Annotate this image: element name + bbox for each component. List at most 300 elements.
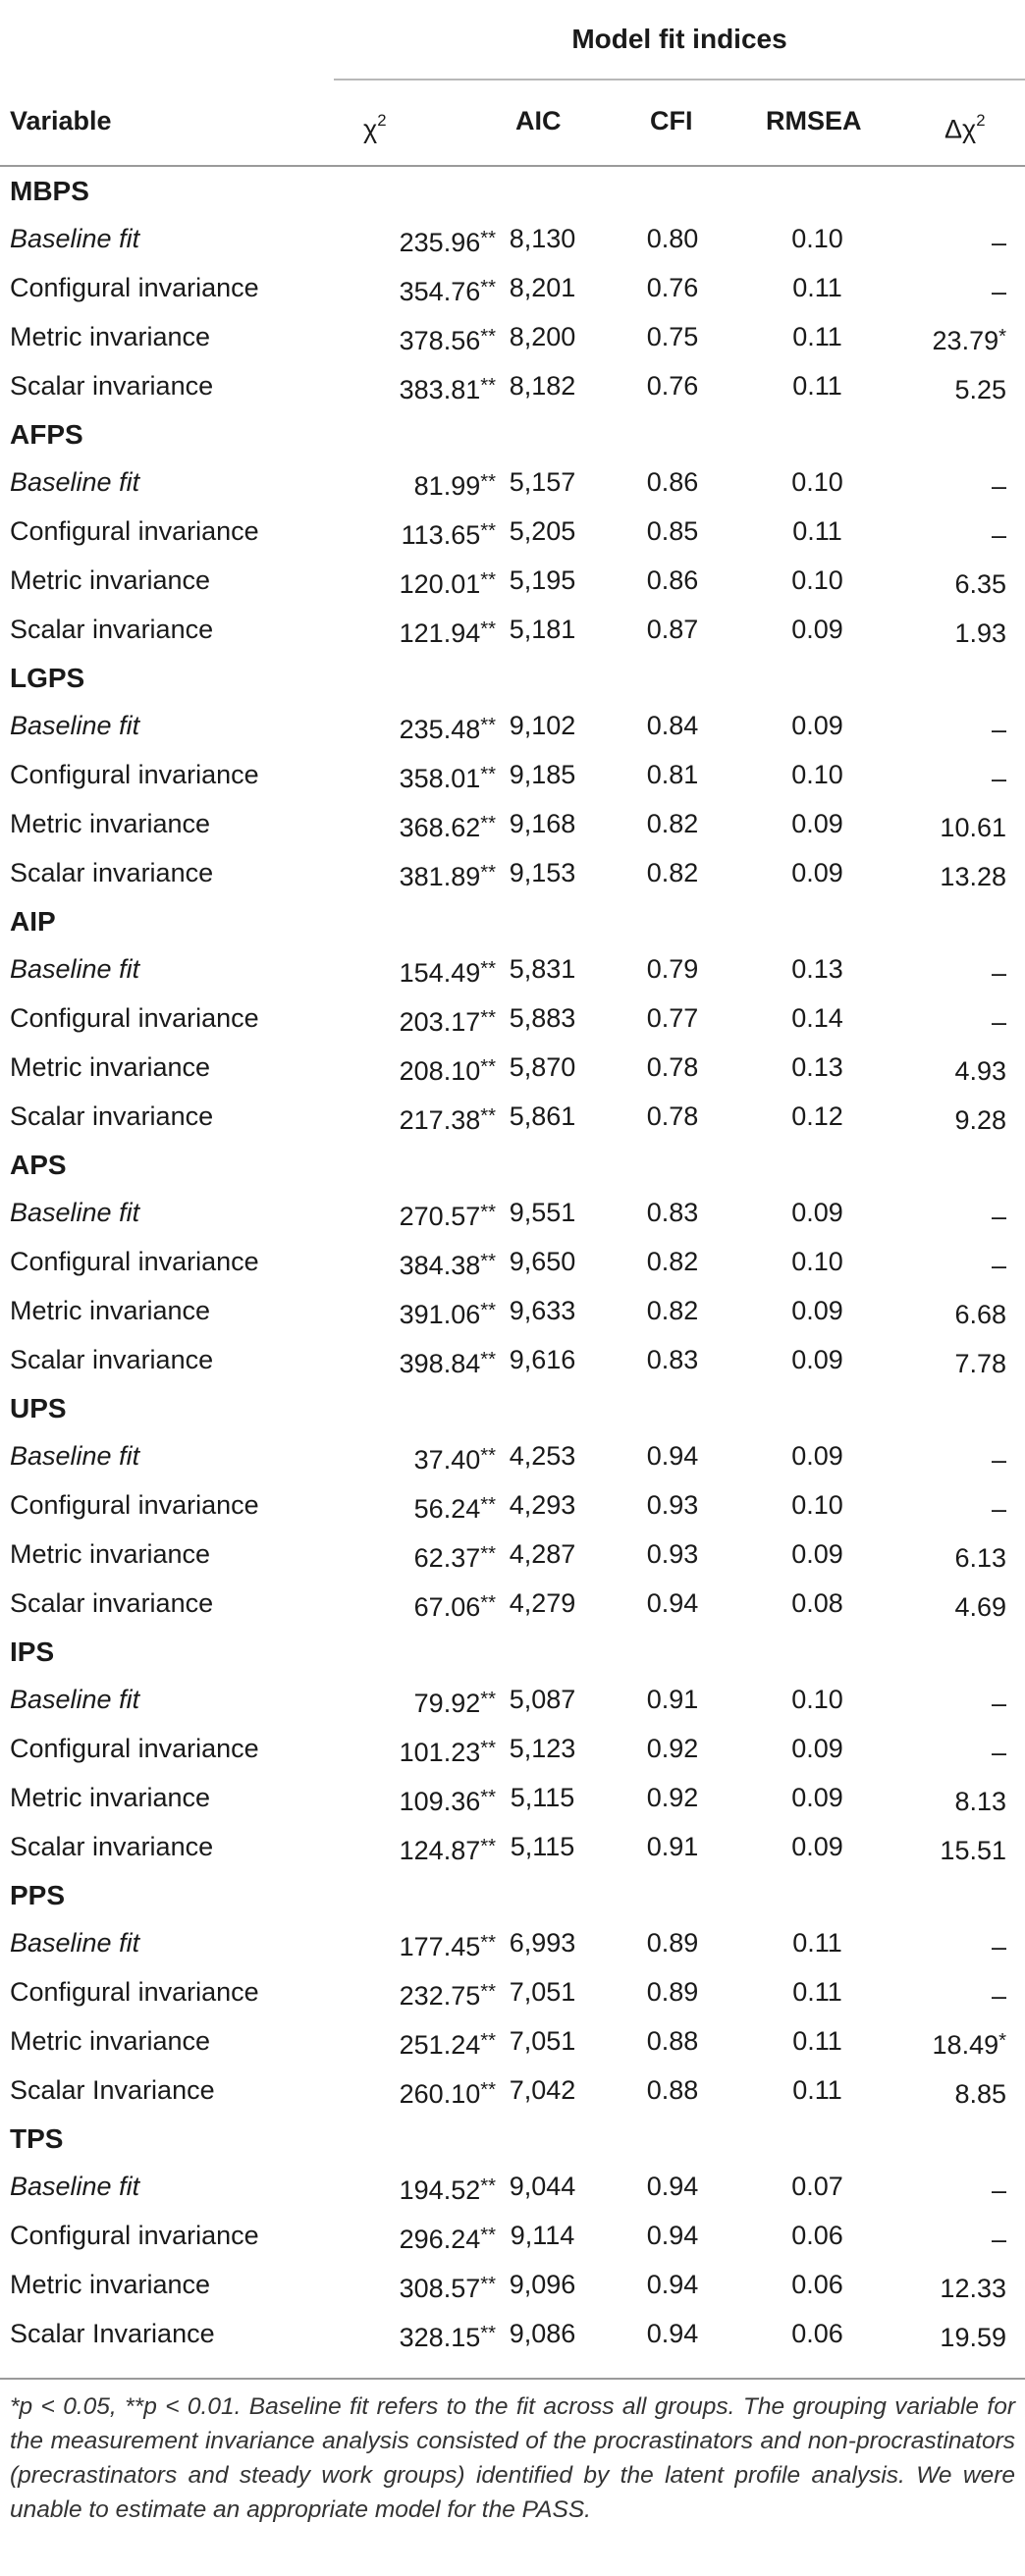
table-row bbox=[0, 750, 1025, 799]
delta-chi-square-value: 23.79 bbox=[932, 326, 999, 356]
cfi-cell: 0.94 bbox=[646, 2221, 699, 2250]
chi-square-value: 67.06 bbox=[413, 1592, 481, 1623]
chi-square-value: 235.96 bbox=[399, 228, 481, 258]
col-header-chi-square bbox=[363, 96, 387, 154]
variable-cell: Baseline fit bbox=[10, 954, 140, 984]
delta-chi-square-cell bbox=[884, 1431, 1006, 1484]
cfi-cell: 0.82 bbox=[646, 1296, 699, 1325]
delta-chi-square-cell bbox=[884, 799, 1006, 852]
significance-stars: ** bbox=[480, 862, 496, 884]
delta-chi-square-cell bbox=[884, 701, 1006, 754]
rmsea-cell: 0.09 bbox=[791, 1783, 843, 1812]
rmsea-cell: 0.09 bbox=[791, 1539, 843, 1569]
table-row bbox=[0, 1530, 1025, 1579]
rmsea-cell: 0.10 bbox=[791, 467, 843, 497]
variable-cell: Configural invariance bbox=[10, 760, 259, 789]
aic-cell: 4,279 bbox=[509, 1588, 576, 1618]
variable-cell: Configural invariance bbox=[10, 1003, 259, 1033]
aic-cell: 5,115 bbox=[510, 1832, 575, 1861]
variable-cell: Scalar invariance bbox=[10, 858, 214, 887]
table-row bbox=[0, 1773, 1025, 1822]
cfi-cell: 0.85 bbox=[646, 516, 699, 546]
chi-square-cell bbox=[314, 993, 496, 1046]
significance-stars: ** bbox=[480, 471, 496, 493]
rmsea-cell: 0.11 bbox=[792, 273, 842, 302]
delta-chi-square-cell bbox=[884, 944, 1006, 997]
variable-cell: Configural invariance bbox=[10, 1247, 259, 1276]
delta-chi-square-value: – bbox=[991, 1932, 1006, 1962]
rmsea-cell: 0.11 bbox=[792, 1928, 842, 1958]
cfi-cell: 0.82 bbox=[646, 1247, 699, 1276]
group-header-row bbox=[0, 2115, 1025, 2162]
variable-cell: Scalar invariance bbox=[10, 615, 214, 644]
significance-stars: ** bbox=[480, 1202, 496, 1223]
delta-chi-square-cell bbox=[884, 312, 1006, 365]
variable-cell: Metric invariance bbox=[10, 1783, 211, 1812]
table-row bbox=[0, 605, 1025, 654]
variable-cell: Baseline fit bbox=[10, 1685, 140, 1714]
chi-square-cell bbox=[314, 1822, 496, 1875]
delta-chi-square-cell bbox=[884, 2016, 1006, 2069]
chi-square-cell bbox=[314, 214, 496, 267]
chi-superscript: 2 bbox=[377, 111, 387, 130]
group-name: TPS bbox=[10, 2123, 64, 2154]
table-row bbox=[0, 2309, 1025, 2358]
aic-cell: 9,114 bbox=[510, 2221, 575, 2250]
significance-stars: ** bbox=[480, 715, 496, 736]
chi-square-cell bbox=[314, 1967, 496, 2020]
table-header-row bbox=[0, 96, 1025, 145]
table-row bbox=[0, 1480, 1025, 1530]
cfi-cell: 0.93 bbox=[646, 1490, 699, 1520]
table-row bbox=[0, 1431, 1025, 1480]
aic-cell: 5,831 bbox=[509, 954, 576, 984]
chi-square-cell bbox=[314, 361, 496, 414]
chi-square-cell bbox=[314, 1918, 496, 1971]
rmsea-cell: 0.11 bbox=[792, 2075, 842, 2105]
aic-cell: 9,168 bbox=[509, 809, 576, 838]
rmsea-cell: 0.09 bbox=[791, 858, 843, 887]
group-name: UPS bbox=[10, 1393, 67, 1423]
significance-stars: ** bbox=[480, 2175, 496, 2197]
chi-square-value: 308.57 bbox=[399, 2274, 481, 2304]
chi-square-cell bbox=[314, 1237, 496, 1290]
col-header-delta-chi-square bbox=[944, 96, 986, 154]
rmsea-cell: 0.06 bbox=[791, 2270, 843, 2299]
cfi-cell: 0.88 bbox=[646, 2026, 699, 2056]
variable-cell: Baseline fit bbox=[10, 711, 140, 740]
table-row bbox=[0, 1724, 1025, 1773]
delta-chi-square-cell bbox=[884, 2162, 1006, 2215]
cfi-cell: 0.89 bbox=[646, 1928, 699, 1958]
table-row bbox=[0, 1967, 1025, 2016]
significance-stars: ** bbox=[480, 1251, 496, 1272]
group-header-row bbox=[0, 654, 1025, 701]
rmsea-cell: 0.11 bbox=[792, 2026, 842, 2056]
delta-chi-symbol: Δχ bbox=[944, 114, 977, 144]
group-header-row bbox=[0, 410, 1025, 457]
table-row bbox=[0, 2016, 1025, 2066]
aic-cell: 5,123 bbox=[509, 1734, 576, 1763]
aic-cell: 9,650 bbox=[509, 1247, 576, 1276]
cfi-cell: 0.78 bbox=[646, 1052, 699, 1082]
group-name: APS bbox=[10, 1150, 67, 1180]
chi-square-cell bbox=[314, 944, 496, 997]
chi-square-cell bbox=[314, 1286, 496, 1339]
delta-chi-square-cell bbox=[884, 1237, 1006, 1290]
chi-square-value: 124.87 bbox=[399, 1836, 481, 1866]
delta-chi-square-value: – bbox=[991, 1738, 1006, 1768]
rmsea-cell: 0.11 bbox=[792, 322, 842, 351]
chi-square-cell bbox=[314, 1724, 496, 1777]
delta-chi-square-cell bbox=[884, 848, 1006, 901]
cfi-cell: 0.86 bbox=[646, 565, 699, 595]
table-row bbox=[0, 312, 1025, 361]
variable-cell: Baseline fit bbox=[10, 224, 140, 253]
aic-cell: 9,096 bbox=[509, 2270, 576, 2299]
chi-square-value: 232.75 bbox=[399, 1981, 481, 2012]
rmsea-cell: 0.12 bbox=[791, 1101, 843, 1131]
chi-square-value: 358.01 bbox=[399, 764, 481, 794]
col-header-aic: AIC bbox=[515, 106, 562, 135]
aic-cell: 5,181 bbox=[509, 615, 576, 644]
significance-stars: ** bbox=[480, 326, 496, 348]
variable-cell: Baseline fit bbox=[10, 1441, 140, 1471]
chi-square-cell bbox=[314, 2211, 496, 2264]
cfi-cell: 0.77 bbox=[646, 1003, 699, 1033]
significance-stars: ** bbox=[480, 2225, 496, 2246]
footer-rule bbox=[0, 2378, 1025, 2380]
aic-cell: 4,287 bbox=[509, 1539, 576, 1569]
table-row bbox=[0, 1822, 1025, 1871]
col-header-rmsea: RMSEA bbox=[766, 106, 862, 135]
delta-chi-square-cell bbox=[884, 1675, 1006, 1728]
delta-chi-square-value: – bbox=[991, 471, 1006, 502]
variable-cell: Scalar invariance bbox=[10, 1588, 214, 1618]
delta-chi-square-value: – bbox=[991, 228, 1006, 258]
group-header-row bbox=[0, 1628, 1025, 1675]
chi-square-cell bbox=[314, 1530, 496, 1583]
delta-chi-square-value: 12.33 bbox=[940, 2274, 1006, 2304]
delta-chi-square-value: – bbox=[991, 1251, 1006, 1281]
chi-square-value: 56.24 bbox=[413, 1494, 481, 1525]
cfi-cell: 0.75 bbox=[646, 322, 699, 351]
variable-cell: Metric invariance bbox=[10, 1539, 211, 1569]
chi-square-value: 120.01 bbox=[399, 569, 481, 600]
variable-cell: Scalar invariance bbox=[10, 371, 214, 401]
aic-cell: 8,182 bbox=[509, 371, 576, 401]
rmsea-cell: 0.09 bbox=[791, 1198, 843, 1227]
table-row bbox=[0, 1918, 1025, 1967]
rmsea-cell: 0.10 bbox=[791, 565, 843, 595]
chi-square-cell bbox=[314, 750, 496, 803]
significance-stars: ** bbox=[480, 2030, 496, 2052]
chi-square-cell bbox=[314, 457, 496, 510]
table-row bbox=[0, 1675, 1025, 1724]
table-row bbox=[0, 1237, 1025, 1286]
delta-chi-square-value: 6.13 bbox=[954, 1543, 1006, 1574]
chi-square-cell bbox=[314, 701, 496, 754]
chi-square-value: 391.06 bbox=[399, 1300, 481, 1330]
delta-chi-square-value: – bbox=[991, 958, 1006, 989]
delta-chi-square-value: – bbox=[991, 520, 1006, 551]
significance-stars: ** bbox=[480, 2079, 496, 2101]
aic-cell: 7,051 bbox=[509, 2026, 576, 2056]
rmsea-cell: 0.07 bbox=[791, 2172, 843, 2201]
cfi-cell: 0.94 bbox=[646, 2319, 699, 2348]
table-row bbox=[0, 1092, 1025, 1141]
chi-square-value: 154.49 bbox=[399, 958, 481, 989]
variable-cell: Configural invariance bbox=[10, 2221, 259, 2250]
significance-stars: ** bbox=[480, 1445, 496, 1467]
group-name: MBPS bbox=[10, 176, 89, 206]
cfi-cell: 0.93 bbox=[646, 1539, 699, 1569]
table-row bbox=[0, 799, 1025, 848]
aic-cell: 8,201 bbox=[509, 273, 576, 302]
chi-square-value: 368.62 bbox=[399, 813, 481, 843]
rmsea-cell: 0.09 bbox=[791, 1734, 843, 1763]
delta-chi-square-value: 8.85 bbox=[954, 2079, 1006, 2110]
table-row bbox=[0, 1043, 1025, 1092]
cfi-cell: 0.79 bbox=[646, 954, 699, 984]
chi-square-cell bbox=[314, 1043, 496, 1096]
variable-cell: Metric invariance bbox=[10, 1052, 211, 1082]
rmsea-cell: 0.10 bbox=[791, 1685, 843, 1714]
significance-stars: ** bbox=[480, 618, 496, 640]
delta-chi-square-cell bbox=[884, 1286, 1006, 1339]
chi-symbol: χ bbox=[363, 114, 378, 144]
cfi-cell: 0.82 bbox=[646, 858, 699, 887]
cfi-cell: 0.86 bbox=[646, 467, 699, 497]
chi-square-cell bbox=[314, 1335, 496, 1388]
chi-square-value: 194.52 bbox=[399, 2175, 481, 2206]
delta-chi-square-cell bbox=[884, 1822, 1006, 1875]
rmsea-cell: 0.08 bbox=[791, 1588, 843, 1618]
aic-cell: 7,051 bbox=[509, 1977, 576, 2007]
delta-chi-square-cell bbox=[884, 750, 1006, 803]
significance-stars: ** bbox=[480, 1932, 496, 1954]
aic-cell: 5,870 bbox=[509, 1052, 576, 1082]
delta-chi-square-cell bbox=[884, 361, 1006, 414]
delta-chi-square-value: 10.61 bbox=[940, 813, 1006, 843]
delta-significance-stars: * bbox=[998, 326, 1006, 348]
chi-square-value: 217.38 bbox=[399, 1105, 481, 1136]
table-row bbox=[0, 507, 1025, 556]
table-row bbox=[0, 2211, 1025, 2260]
significance-stars: ** bbox=[480, 1056, 496, 1078]
chi-square-cell bbox=[314, 312, 496, 365]
delta-chi-square-cell bbox=[884, 1092, 1006, 1145]
table-row bbox=[0, 1579, 1025, 1628]
variable-cell: Scalar invariance bbox=[10, 1345, 214, 1374]
delta-chi-square-value: – bbox=[991, 715, 1006, 745]
table-row bbox=[0, 1335, 1025, 1384]
chi-square-value: 384.38 bbox=[399, 1251, 481, 1281]
delta-chi-square-value: 15.51 bbox=[940, 1836, 1006, 1866]
chi-square-value: 37.40 bbox=[413, 1445, 481, 1476]
cfi-cell: 0.94 bbox=[646, 2172, 699, 2201]
rmsea-cell: 0.09 bbox=[791, 1832, 843, 1861]
table-row bbox=[0, 263, 1025, 312]
rmsea-cell: 0.11 bbox=[792, 516, 842, 546]
chi-square-value: 81.99 bbox=[413, 471, 481, 502]
delta-chi-square-cell bbox=[884, 2260, 1006, 2313]
group-header-row bbox=[0, 897, 1025, 944]
chi-square-value: 113.65 bbox=[401, 520, 481, 551]
cfi-cell: 0.76 bbox=[646, 273, 699, 302]
significance-stars: ** bbox=[480, 1007, 496, 1029]
table-row bbox=[0, 556, 1025, 605]
delta-chi-square-cell bbox=[884, 605, 1006, 658]
delta-chi-square-cell bbox=[884, 556, 1006, 609]
column-group-title: Model fit indices bbox=[571, 24, 787, 54]
delta-chi-square-value: – bbox=[991, 1981, 1006, 2012]
cfi-cell: 0.94 bbox=[646, 1441, 699, 1471]
delta-chi-square-cell bbox=[884, 457, 1006, 510]
variable-cell: Configural invariance bbox=[10, 516, 259, 546]
chi-square-value: 328.15 bbox=[399, 2323, 481, 2353]
delta-chi-square-value: – bbox=[991, 1689, 1006, 1719]
delta-chi-square-value: – bbox=[991, 1445, 1006, 1476]
rmsea-cell: 0.10 bbox=[791, 1247, 843, 1276]
chi-square-value: 354.76 bbox=[399, 277, 481, 307]
delta-chi-square-value: 18.49 bbox=[932, 2030, 999, 2061]
cfi-cell: 0.82 bbox=[646, 809, 699, 838]
significance-stars: ** bbox=[480, 1981, 496, 2003]
group-name: IPS bbox=[10, 1637, 55, 1667]
cfi-cell: 0.84 bbox=[646, 711, 699, 740]
variable-cell: Scalar Invariance bbox=[10, 2319, 215, 2348]
aic-cell: 5,087 bbox=[509, 1685, 576, 1714]
cfi-cell: 0.94 bbox=[646, 2270, 699, 2299]
cfi-cell: 0.91 bbox=[646, 1832, 699, 1861]
chi-square-value: 101.23 bbox=[399, 1738, 481, 1768]
chi-square-cell bbox=[314, 1188, 496, 1241]
rmsea-cell: 0.11 bbox=[792, 371, 842, 401]
delta-chi-square-value: 4.93 bbox=[954, 1056, 1006, 1087]
table-row bbox=[0, 1188, 1025, 1237]
cfi-cell: 0.89 bbox=[646, 1977, 699, 2007]
cfi-cell: 0.91 bbox=[646, 1685, 699, 1714]
delta-chi-square-cell bbox=[884, 2066, 1006, 2119]
significance-stars: ** bbox=[480, 2274, 496, 2295]
delta-chi-square-cell bbox=[884, 1967, 1006, 2020]
aic-cell: 5,861 bbox=[509, 1101, 576, 1131]
delta-chi-square-value: – bbox=[991, 1494, 1006, 1525]
delta-chi-square-cell bbox=[884, 1530, 1006, 1583]
table-footnote: *p < 0.05, **p < 0.01. Baseline fit refers to the fit across all groups. The grouping variable for the measurement invariance analysis consisted of the procrastinators and non-procrastinators (precrastinators and steady work groups) identified by the latent profile analysis. We were unable to estimate an appropriate model for the PASS. bbox=[10, 2393, 1015, 2523]
chi-square-value: 203.17 bbox=[399, 1007, 481, 1038]
aic-cell: 9,551 bbox=[509, 1198, 576, 1227]
group-header-row bbox=[0, 1384, 1025, 1431]
delta-chi-square-cell bbox=[884, 1918, 1006, 1971]
table-row bbox=[0, 214, 1025, 263]
column-group-rule bbox=[334, 79, 1025, 80]
aic-cell: 5,115 bbox=[510, 1783, 575, 1812]
rmsea-cell: 0.10 bbox=[791, 224, 843, 253]
delta-chi-square-value: 5.25 bbox=[954, 375, 1006, 405]
chi-square-cell bbox=[314, 1092, 496, 1145]
variable-cell: Metric invariance bbox=[10, 2270, 211, 2299]
table-row bbox=[0, 361, 1025, 410]
aic-cell: 5,195 bbox=[509, 565, 576, 595]
cfi-cell: 0.78 bbox=[646, 1101, 699, 1131]
aic-cell: 9,616 bbox=[509, 1345, 576, 1374]
table-row bbox=[0, 1286, 1025, 1335]
group-header-row bbox=[0, 1871, 1025, 1918]
aic-cell: 6,993 bbox=[509, 1928, 576, 1958]
significance-stars: ** bbox=[480, 1494, 496, 1516]
table-row bbox=[0, 2260, 1025, 2309]
rmsea-cell: 0.10 bbox=[791, 760, 843, 789]
significance-stars: ** bbox=[480, 1300, 496, 1321]
chi-square-cell bbox=[314, 556, 496, 609]
chi-square-value: 235.48 bbox=[399, 715, 481, 745]
chi-square-value: 378.56 bbox=[399, 326, 481, 356]
aic-cell: 4,253 bbox=[509, 1441, 576, 1471]
aic-cell: 9,044 bbox=[509, 2172, 576, 2201]
chi-square-value: 79.92 bbox=[413, 1689, 481, 1719]
significance-stars: ** bbox=[480, 277, 496, 298]
delta-chi-square-cell bbox=[884, 1579, 1006, 1632]
delta-chi-square-value: – bbox=[991, 277, 1006, 307]
aic-cell: 5,883 bbox=[509, 1003, 576, 1033]
significance-stars: ** bbox=[480, 1836, 496, 1857]
significance-stars: ** bbox=[480, 1349, 496, 1370]
significance-stars: ** bbox=[480, 764, 496, 785]
significance-stars: ** bbox=[480, 2323, 496, 2344]
variable-cell: Metric invariance bbox=[10, 322, 211, 351]
col-header-cfi: CFI bbox=[650, 106, 693, 135]
aic-cell: 4,293 bbox=[509, 1490, 576, 1520]
delta-chi-square-value: 1.93 bbox=[954, 618, 1006, 649]
cfi-cell: 0.83 bbox=[646, 1198, 699, 1227]
aic-cell: 9,185 bbox=[509, 760, 576, 789]
aic-cell: 7,042 bbox=[509, 2075, 576, 2105]
rmsea-cell: 0.09 bbox=[791, 711, 843, 740]
chi-square-value: 398.84 bbox=[399, 1349, 481, 1379]
delta-chi-square-value: 9.28 bbox=[954, 1105, 1006, 1136]
table-row bbox=[0, 944, 1025, 993]
chi-square-cell bbox=[314, 605, 496, 658]
significance-stars: ** bbox=[480, 1592, 496, 1614]
chi-square-value: 208.10 bbox=[399, 1056, 481, 1087]
chi-square-cell bbox=[314, 1773, 496, 1826]
aic-cell: 9,633 bbox=[509, 1296, 576, 1325]
chi-square-value: 62.37 bbox=[413, 1543, 481, 1574]
rmsea-cell: 0.09 bbox=[791, 1296, 843, 1325]
rmsea-cell: 0.09 bbox=[791, 1441, 843, 1471]
chi-square-cell bbox=[314, 1675, 496, 1728]
cfi-cell: 0.87 bbox=[646, 615, 699, 644]
significance-stars: ** bbox=[480, 228, 496, 249]
chi-square-cell bbox=[314, 799, 496, 852]
delta-chi-square-value: 19.59 bbox=[940, 2323, 1006, 2353]
group-header-row bbox=[0, 167, 1025, 214]
delta-chi-square-cell bbox=[884, 1188, 1006, 1241]
variable-cell: Configural invariance bbox=[10, 273, 259, 302]
delta-chi-square-cell bbox=[884, 1724, 1006, 1777]
delta-chi-square-cell bbox=[884, 2211, 1006, 2264]
group-name: PPS bbox=[10, 1880, 66, 1910]
delta-chi-square-value: – bbox=[991, 1202, 1006, 1232]
chi-square-value: 270.57 bbox=[399, 1202, 481, 1232]
significance-stars: ** bbox=[480, 1543, 496, 1565]
aic-cell: 5,157 bbox=[509, 467, 576, 497]
cfi-cell: 0.92 bbox=[646, 1783, 699, 1812]
rmsea-cell: 0.13 bbox=[791, 954, 843, 984]
chi-square-cell bbox=[314, 2066, 496, 2119]
